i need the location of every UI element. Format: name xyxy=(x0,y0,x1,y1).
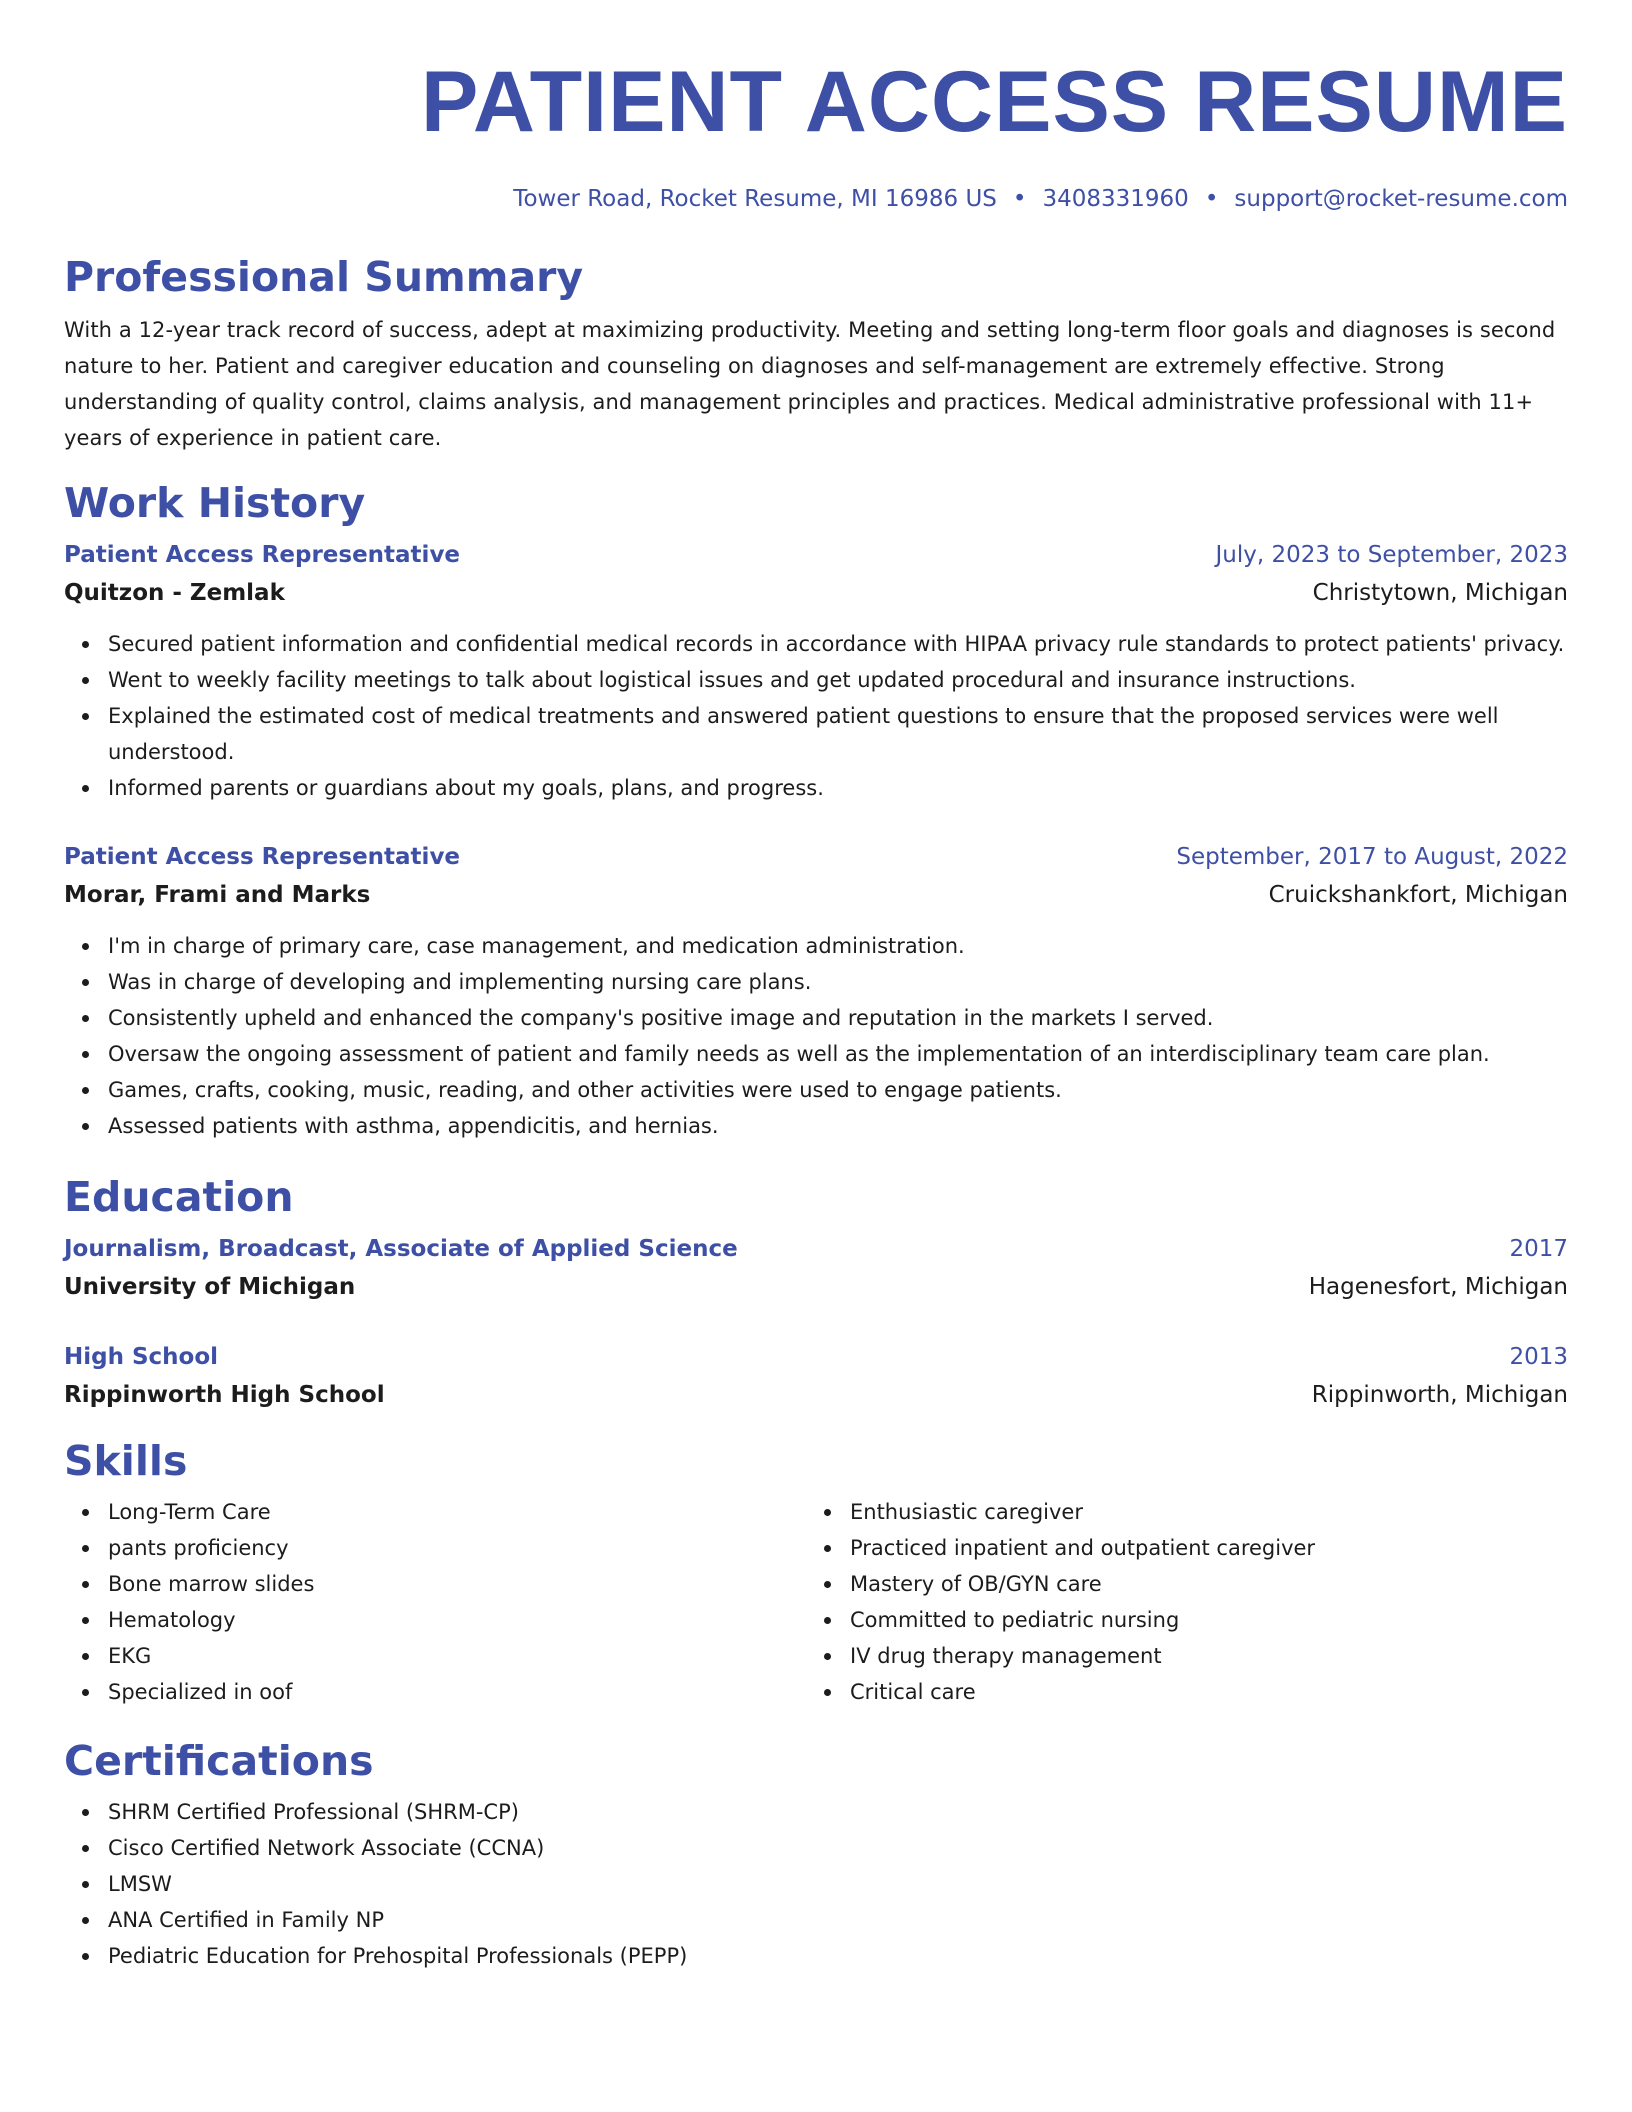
education-school-row xyxy=(64,1268,1568,1306)
skills-section xyxy=(64,1436,1568,1710)
education-header-row xyxy=(64,1230,1568,1268)
skills-grid xyxy=(64,1494,1568,1710)
list-item: Pediatric Education for Prehospital Professionals (PEPP) xyxy=(108,1938,1568,1974)
list-item: Enthusiastic caregiver xyxy=(850,1494,1548,1530)
list-item: Cisco Certified Network Associate (CCNA) xyxy=(108,1830,1568,1866)
list-item: Long-Term Care xyxy=(108,1494,806,1530)
job-company: Morar, Frami and Marks xyxy=(64,882,371,908)
summary-heading: Professional Summary xyxy=(64,253,584,301)
resume-header xyxy=(64,0,1568,214)
education-school-row xyxy=(64,1376,1568,1414)
job-location: Cruickshankfort, Michigan xyxy=(1268,882,1568,908)
list-item: Practiced inpatient and outpatient caregiver xyxy=(850,1530,1548,1566)
list-item: I'm in charge of primary care, case management, and medication administration. xyxy=(108,928,1568,964)
list-item: Oversaw the ongoing assessment of patient and family needs as well as the implementation of an interdisciplinary team care plan. xyxy=(108,1036,1568,1072)
contact-separator: • xyxy=(1204,186,1219,212)
job-title: Patient Access Representative xyxy=(64,844,461,870)
summary-section xyxy=(64,252,1568,456)
education-year: 2013 xyxy=(1509,1344,1568,1370)
education-location: Rippinworth, Michigan xyxy=(1311,1382,1568,1408)
skills-column-left xyxy=(64,1494,806,1710)
resume-name: PATIENT ACCESS RESUME xyxy=(420,54,1568,150)
work-heading: Work History xyxy=(64,479,366,527)
list-item: EKG xyxy=(108,1638,806,1674)
contact-phone[interactable]: 3408331960 xyxy=(1042,186,1189,212)
list-item: Games, crafts, cooking, music, reading, and other activities were used to engage patients. xyxy=(108,1072,1568,1108)
education-section xyxy=(64,1172,1568,1414)
summary-text: With a 12-year track record of success, adept at maximizing productivity. Meeting and setting long-term floor goals and diagnoses is second nature to her. Patient and caregiver education and counseling on diagnoses and self-management are extremely effective. Strong understanding of quality control, claims analysis, and management principles and practices. Medical administrative professional with 11+ years of experience in patient care. xyxy=(64,318,1556,450)
list-item: Mastery of OB/GYN care xyxy=(850,1566,1548,1602)
list-item: IV drug therapy management xyxy=(850,1638,1548,1674)
resume-page xyxy=(64,0,1568,1974)
job-bullets xyxy=(64,626,1568,806)
education-school: University of Michigan xyxy=(64,1274,356,1300)
job-entry xyxy=(64,536,1568,806)
list-item: SHRM Certified Professional (SHRM-CP) xyxy=(108,1794,1568,1830)
list-item: Critical care xyxy=(850,1674,1548,1710)
education-entry xyxy=(64,1230,1568,1306)
education-degree: Journalism, Broadcast, Associate of Applied Science xyxy=(64,1236,738,1262)
job-org-row xyxy=(64,574,1568,612)
job-bullets xyxy=(64,928,1568,1144)
education-entry xyxy=(64,1338,1568,1414)
education-location: Hagenesfort, Michigan xyxy=(1308,1274,1568,1300)
contact-address: Tower Road, Rocket Resume, MI 16986 US xyxy=(513,186,997,212)
list-item: Explained the estimated cost of medical treatments and answered patient questions to ensure that the proposed services were well understood. xyxy=(108,698,1568,770)
list-item: pants proficiency xyxy=(108,1530,806,1566)
list-item: Hematology xyxy=(108,1602,806,1638)
job-dates: July, 2023 to September, 2023 xyxy=(1215,542,1568,568)
list-item: Informed parents or guardians about my goals, plans, and progress. xyxy=(108,770,1568,806)
contact-separator: • xyxy=(1012,186,1027,212)
list-item: Consistently upheld and enhanced the company's positive image and reputation in the markets I served. xyxy=(108,1000,1568,1036)
skills-list-right xyxy=(806,1494,1548,1710)
certifications-list xyxy=(64,1794,1568,1974)
education-heading: Education xyxy=(64,1173,294,1221)
education-year: 2017 xyxy=(1509,1236,1568,1262)
job-title: Patient Access Representative xyxy=(64,542,461,568)
job-company: Quitzon - Zemlak xyxy=(64,580,285,606)
certifications-heading: Certifications xyxy=(64,1737,374,1785)
skills-column-right xyxy=(806,1494,1548,1710)
list-item: ANA Certified in Family NP xyxy=(108,1902,1568,1938)
work-section xyxy=(64,478,1568,1144)
list-item: Specialized in oof xyxy=(108,1674,806,1710)
list-item: Bone marrow slides xyxy=(108,1566,806,1602)
contact-email[interactable]: support@rocket-resume.com xyxy=(1234,186,1568,212)
job-entry xyxy=(64,838,1568,1144)
job-location: Christytown, Michigan xyxy=(1312,580,1568,606)
skills-list-left xyxy=(64,1494,806,1710)
skills-heading: Skills xyxy=(64,1437,188,1485)
job-dates: September, 2017 to August, 2022 xyxy=(1176,844,1568,870)
education-school: Rippinworth High School xyxy=(64,1382,385,1408)
education-degree: High School xyxy=(64,1344,219,1370)
list-item: Committed to pediatric nursing xyxy=(850,1602,1548,1638)
list-item: LMSW xyxy=(108,1866,1568,1902)
job-header-row xyxy=(64,536,1568,574)
certifications-section xyxy=(64,1736,1568,1974)
job-org-row xyxy=(64,876,1568,914)
education-header-row xyxy=(64,1338,1568,1376)
list-item: Secured patient information and confidential medical records in accordance with HIPAA privacy rule standards to protect patients' privacy. xyxy=(108,626,1568,662)
contact-line xyxy=(64,184,1568,214)
list-item: Assessed patients with asthma, appendicitis, and hernias. xyxy=(108,1108,1568,1144)
list-item: Went to weekly facility meetings to talk about logistical issues and get updated procedural and insurance instructions. xyxy=(108,662,1568,698)
list-item: Was in charge of developing and implementing nursing care plans. xyxy=(108,964,1568,1000)
job-header-row xyxy=(64,838,1568,876)
